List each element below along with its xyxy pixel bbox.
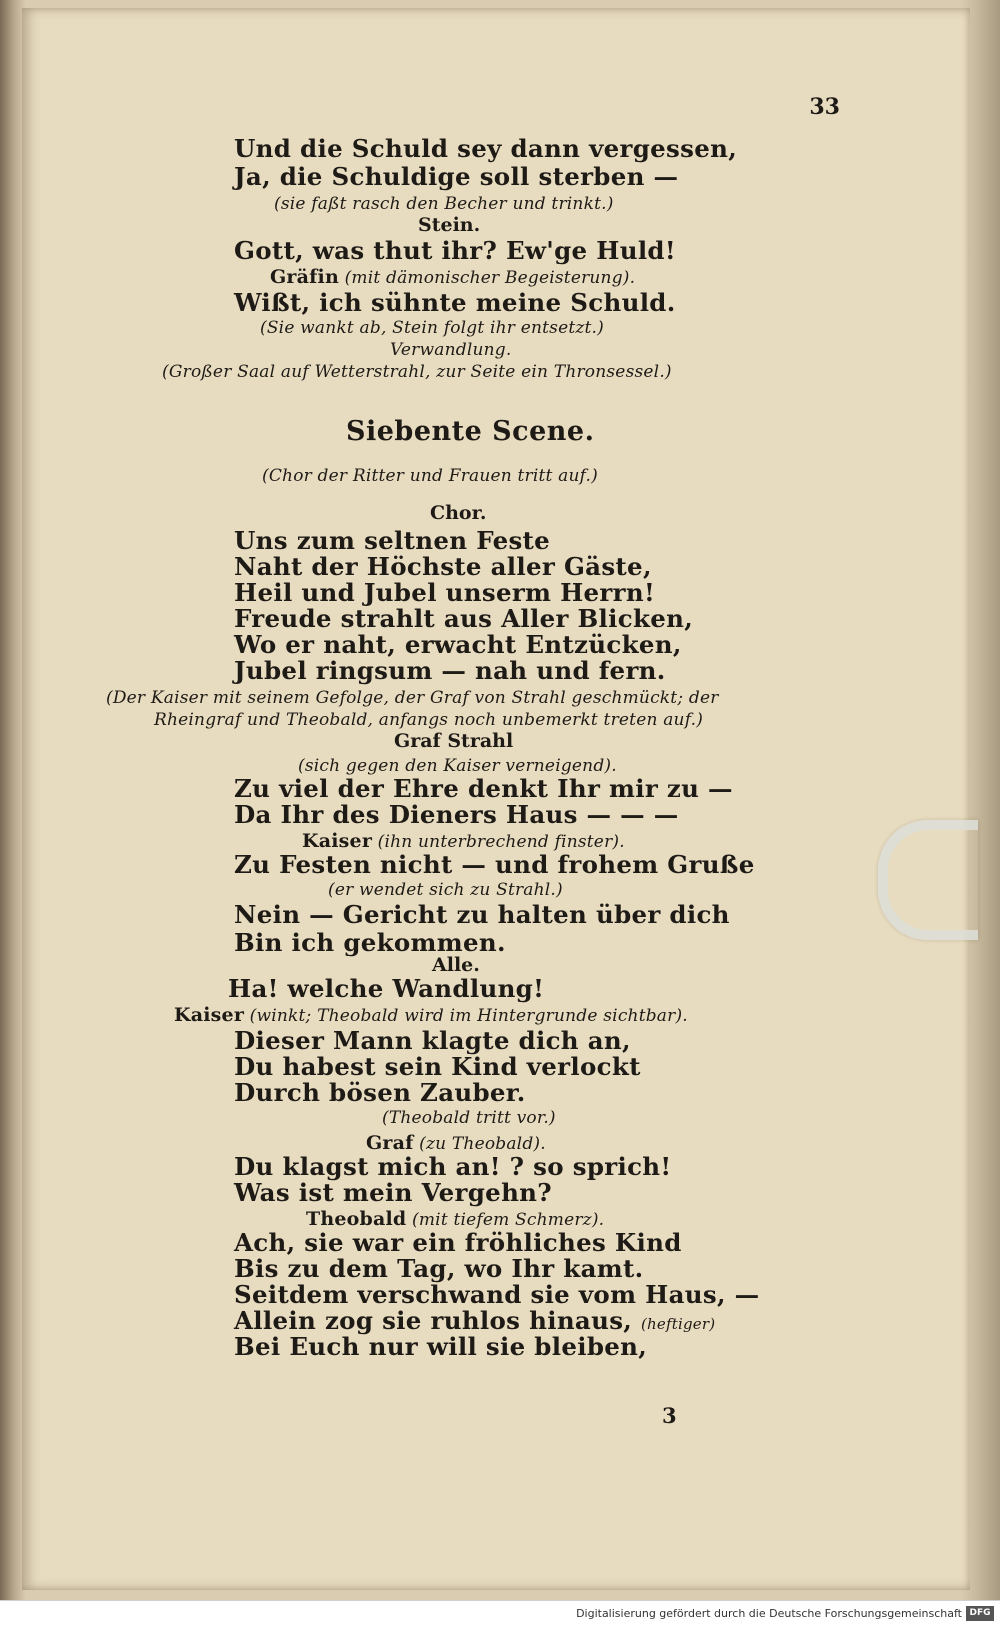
verse-line: Durch bösen Zauber. — [234, 1078, 526, 1107]
speaker-line — [174, 1004, 688, 1026]
stage-direction: (er wendet sich zu Strahl.) — [328, 880, 563, 900]
stage-direction: (Theobald tritt vor.) — [382, 1108, 556, 1128]
verse-line: Dieser Mann klagte dich an, — [234, 1026, 631, 1055]
page-number: 33 — [809, 94, 840, 120]
page-clip — [878, 820, 978, 940]
verse-line: Zu viel der Ehre denkt Ihr mir zu — — [234, 774, 733, 803]
verse-line: Freude strahlt aus Aller Blicken, — [234, 604, 694, 633]
verse-line: Was ist mein Vergehn? — [234, 1178, 552, 1207]
verse-line: Wißt, ich sühnte meine Schuld. — [234, 288, 676, 317]
stage-direction: (sich gegen den Kaiser verneigend). — [298, 756, 617, 776]
verse-line: Gott, was thut ihr? Ew'ge Huld! — [234, 236, 676, 265]
speaker-line — [270, 266, 635, 288]
speaker-line — [306, 1208, 604, 1230]
stage-direction: (Großer Saal auf Wetterstrahl, zur Seite ein Thronsessel.) — [162, 362, 672, 382]
stage-direction: (mit dämonischer Begeisterung). — [344, 268, 636, 288]
speaker-name: Chor. — [430, 502, 487, 524]
stage-direction: (mit tiefem Schmerz). — [412, 1210, 605, 1230]
verse-line — [234, 1306, 715, 1335]
speaker-line — [366, 1132, 546, 1154]
verse-line: Ja, die Schuldige soll sterben — — [234, 162, 679, 191]
signature-mark: 3 — [662, 1403, 677, 1428]
verse-line: Bei Euch nur will sie bleiben, — [234, 1332, 648, 1361]
speaker-name: Alle. — [432, 954, 480, 976]
credit-bar — [0, 1600, 1000, 1628]
verse-line: Zu Festen nicht — und frohem Gruße — [234, 850, 755, 879]
book-page — [22, 8, 970, 1590]
speaker-name: Graf Strahl — [394, 730, 514, 752]
verse-line: Ach, sie war ein fröhliches Kind — [234, 1228, 682, 1257]
verse-line: Du klagst mich an! ? so sprich! — [234, 1152, 672, 1181]
stage-direction: Verwandlung. — [390, 340, 512, 360]
dfg-logo: DFG — [966, 1606, 994, 1621]
stage-direction: (Chor der Ritter und Frauen tritt auf.) — [262, 466, 598, 486]
speaker-line — [302, 830, 625, 852]
verse-line: Du habest sein Kind verlockt — [234, 1052, 641, 1081]
stage-direction: (zu Theobald). — [419, 1134, 546, 1154]
speaker-name: Kaiser — [302, 830, 373, 852]
verse-line: Bin ich gekommen. — [234, 928, 506, 957]
verse-line: Bis zu dem Tag, wo Ihr kamt. — [234, 1254, 644, 1283]
verse-line: Wo er naht, erwacht Entzücken, — [234, 630, 682, 659]
stage-direction: Rheingraf und Theobald, anfangs noch unbemerkt treten auf.) — [154, 710, 704, 730]
stage-direction: (Sie wankt ab, Stein folgt ihr entsetzt.) — [260, 318, 604, 338]
speaker-name: Kaiser — [174, 1004, 245, 1026]
verse-line: Ha! welche Wandlung! — [228, 974, 545, 1003]
speaker-name: Gräfin — [270, 266, 339, 288]
stage-direction: (heftiger) — [640, 1315, 716, 1333]
stage-direction: (winkt; Theobald wird im Hintergrunde sichtbar). — [249, 1006, 688, 1026]
speaker-name: Graf — [366, 1132, 414, 1154]
stage-direction: (sie faßt rasch den Becher und trinkt.) — [274, 194, 614, 214]
verse-text: Allein zog sie ruhlos hinaus, — [234, 1306, 633, 1335]
verse-line: Uns zum seltnen Feste — [234, 526, 551, 555]
verse-line: Naht der Höchste aller Gäste, — [234, 552, 652, 581]
verse-line: Jubel ringsum — nah und fern. — [234, 656, 666, 685]
funding-credit: Digitalisierung gefördert durch die Deutsche Forschungsgemeinschaft — [576, 1607, 962, 1620]
verse-line: Und die Schuld sey dann vergessen, — [234, 134, 738, 163]
stage-direction: (ihn unterbrechend finster). — [377, 832, 625, 852]
stage-direction: (Der Kaiser mit seinem Gefolge, der Graf von Strahl geschmückt; der — [106, 688, 719, 708]
verse-line: Da Ihr des Dieners Haus — — — — [234, 800, 679, 829]
scene-title: Siebente Scene. — [346, 416, 595, 447]
speaker-name: Stein. — [418, 214, 481, 236]
verse-line: Heil und Jubel unserm Herrn! — [234, 578, 656, 607]
verse-line: Seitdem verschwand sie vom Haus, — — [234, 1280, 760, 1309]
speaker-name: Theobald — [306, 1208, 407, 1230]
verse-line: Nein — Gericht zu halten über dich — [234, 900, 730, 929]
